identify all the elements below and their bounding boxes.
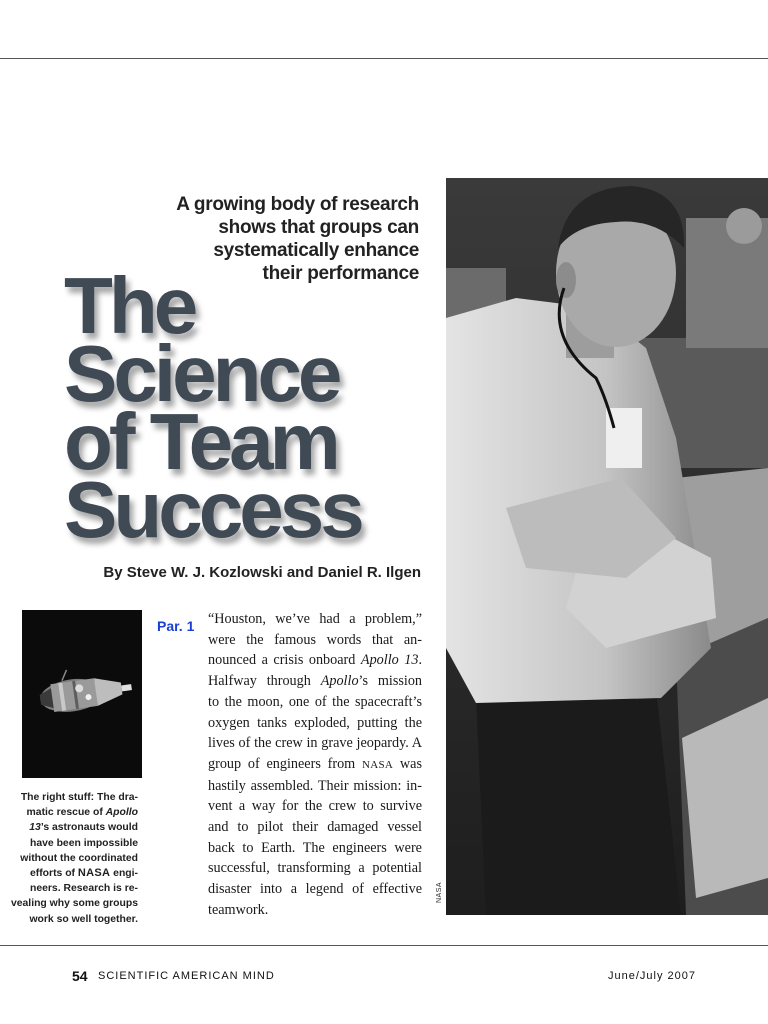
- article-body: [208, 609, 422, 921]
- body-line: successful, transforming a potential: [208, 860, 422, 877]
- caption-text: engi-: [113, 868, 138, 880]
- body-text: group of engineers from: [208, 755, 356, 772]
- caption-text: matic rescue of: [26, 807, 103, 819]
- deck-line: shows that groups can: [218, 217, 419, 238]
- title-line: of Team: [64, 397, 337, 486]
- title-line: Science: [64, 329, 339, 418]
- body-line: disaster into a legend of effective: [208, 881, 422, 898]
- deck-line: A growing body of research: [176, 194, 419, 215]
- body-line: to the moon, one of the spacecraft’s: [208, 693, 422, 710]
- body-italic: Apollo 13: [360, 652, 419, 669]
- photo-caption: [10, 790, 138, 927]
- title-line: The: [64, 261, 195, 350]
- caption-italic: Apollo: [105, 807, 138, 819]
- byline: By Steve W. J. Kozlowski and Daniel R. Ilgen: [103, 564, 421, 581]
- caption-text: work so well together.: [29, 913, 138, 925]
- issue-date: June/July 2007: [608, 970, 696, 982]
- body-text: ’s mission: [358, 673, 423, 690]
- deck-line: systematically enhance: [213, 240, 419, 261]
- body-text: nounced a crisis onboard: [208, 652, 356, 669]
- photo-credit: NASA: [436, 881, 443, 903]
- body-line: [208, 754, 422, 776]
- caption-text: have been impossible: [30, 837, 138, 849]
- spacecraft-illustration: [22, 610, 142, 778]
- engineer-illustration: [446, 178, 768, 915]
- body-line: and to pilot their damaged vessel: [208, 819, 422, 836]
- body-line: lives of the crew in grave jeopardy. A: [208, 735, 422, 752]
- caption-smallcaps: NASA: [77, 867, 111, 880]
- top-rule: [0, 58, 768, 59]
- caption-italic: 13: [29, 822, 41, 834]
- caption-text: ’s astronauts would: [40, 822, 138, 834]
- deck-line: their performance: [262, 263, 419, 284]
- body-italic: Apollo: [320, 673, 359, 690]
- body-line: [208, 671, 422, 692]
- caption-text: efforts of: [29, 868, 76, 880]
- body-text: Halfway through: [208, 673, 311, 690]
- article-title: [64, 261, 444, 554]
- body-line: back to Earth. The engineers were: [208, 839, 422, 856]
- body-line: teamwork.: [208, 901, 269, 918]
- magazine-name: SCIENTIFIC AMERICAN MIND: [98, 970, 275, 982]
- mission-control-photo: [446, 178, 768, 915]
- body-text: was: [399, 755, 422, 772]
- paragraph-label: Par. 1: [157, 618, 195, 634]
- body-line: oxygen tanks exploded, putting the: [208, 714, 422, 731]
- body-line: were the famous words that an-: [208, 631, 422, 648]
- body-line: hastily assembled. Their mission: in-: [208, 777, 422, 794]
- caption-text: without the coordinated: [20, 852, 138, 864]
- bottom-rule: [0, 945, 768, 946]
- body-smallcaps: NASA: [361, 758, 394, 771]
- title-line: Success: [64, 465, 361, 554]
- body-line: vent a way for the crew to survive: [208, 798, 422, 815]
- body-line: “Houston, we’ve had a problem,”: [208, 611, 422, 627]
- caption-text: vealing why some groups: [10, 898, 138, 910]
- body-line: [208, 650, 422, 671]
- apollo-spacecraft-photo: [22, 610, 142, 778]
- caption-text: neers. Research is re-: [29, 883, 138, 895]
- page-number: 54: [72, 968, 88, 984]
- caption-text: The right stuff: The dra-: [20, 792, 138, 803]
- body-text: .: [418, 652, 422, 669]
